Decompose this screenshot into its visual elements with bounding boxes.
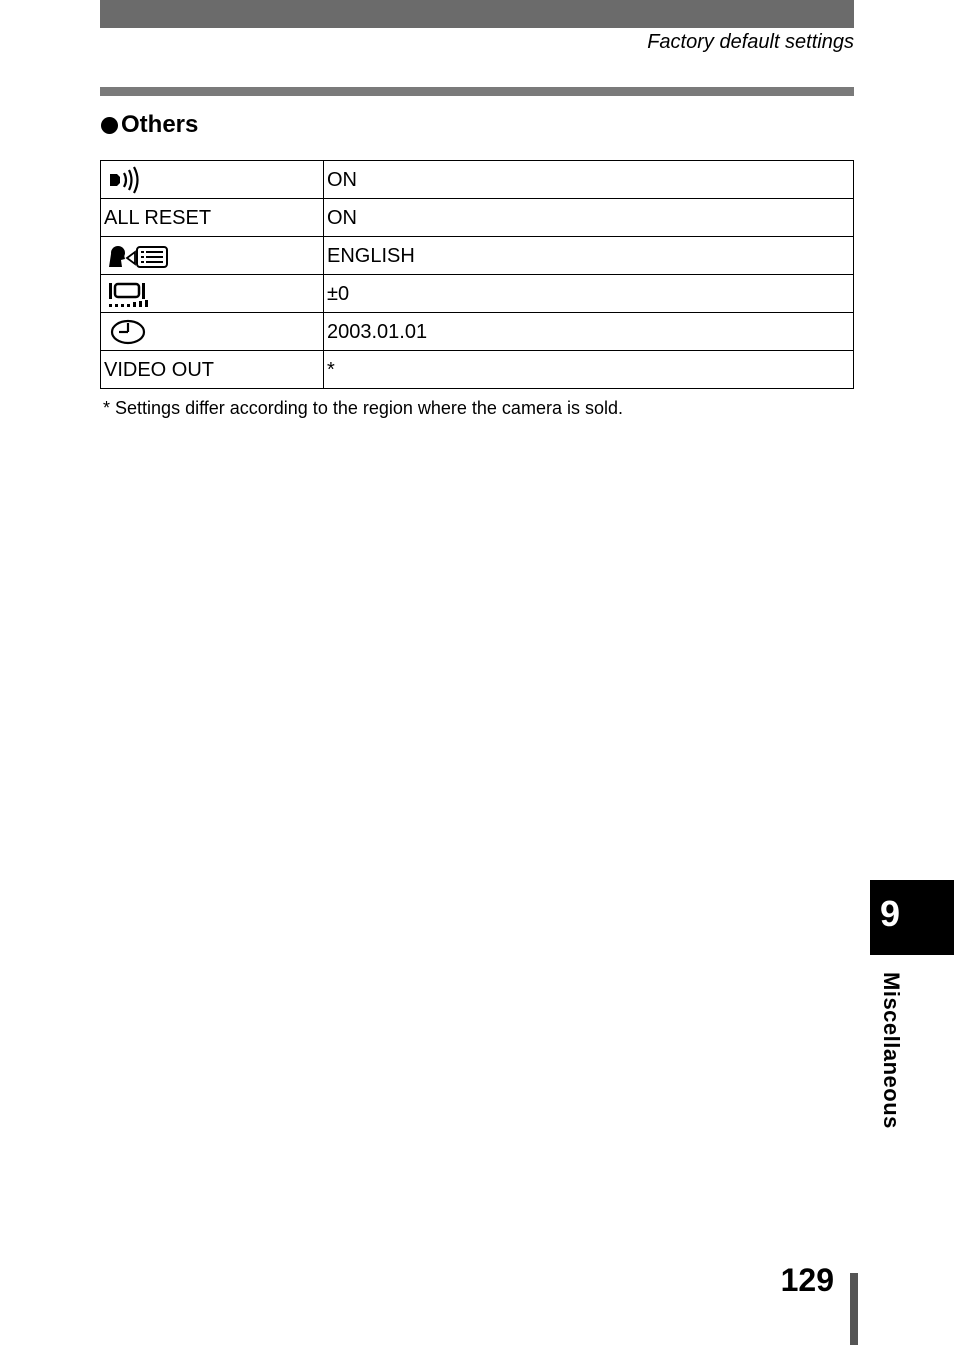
setting-cell: ALL RESET	[101, 199, 324, 237]
section-title-text: Others	[121, 111, 199, 138]
language-icon	[104, 242, 323, 270]
value-cell: 2003.01.01	[324, 313, 854, 351]
value-cell: ON	[324, 161, 854, 199]
table-row	[101, 237, 854, 275]
footnote-marker: *	[103, 398, 111, 418]
section-title	[101, 111, 198, 139]
monitor-brightness-icon	[104, 279, 323, 309]
setting-cell: VIDEO OUT	[101, 351, 324, 389]
running-head: Factory default settings	[647, 31, 854, 53]
section-rule	[100, 87, 854, 96]
setting-cell	[101, 161, 324, 199]
setting-cell	[101, 275, 324, 313]
table-row	[101, 351, 854, 389]
page-number: 129	[780, 1262, 834, 1298]
value-cell: ±0	[324, 275, 854, 313]
value-cell: ENGLISH	[324, 237, 854, 275]
chapter-tab: 9	[870, 880, 954, 955]
settings-table	[100, 160, 854, 389]
header-bar	[100, 0, 854, 28]
footnote	[103, 398, 623, 419]
value-cell: *	[324, 351, 854, 389]
value-cell: ON	[324, 199, 854, 237]
table-row	[101, 313, 854, 351]
setting-cell	[101, 313, 324, 351]
table-row	[101, 161, 854, 199]
bullet-icon	[101, 117, 118, 134]
table-row	[101, 199, 854, 237]
beep-sound-icon	[104, 166, 323, 194]
page-edge-bar	[850, 1273, 858, 1345]
table-row	[101, 275, 854, 313]
clock-icon	[104, 318, 323, 346]
chapter-label: Miscellaneous	[879, 972, 904, 1129]
setting-cell	[101, 237, 324, 275]
footnote-text: Settings differ according to the region where the camera is sold.	[115, 398, 623, 418]
